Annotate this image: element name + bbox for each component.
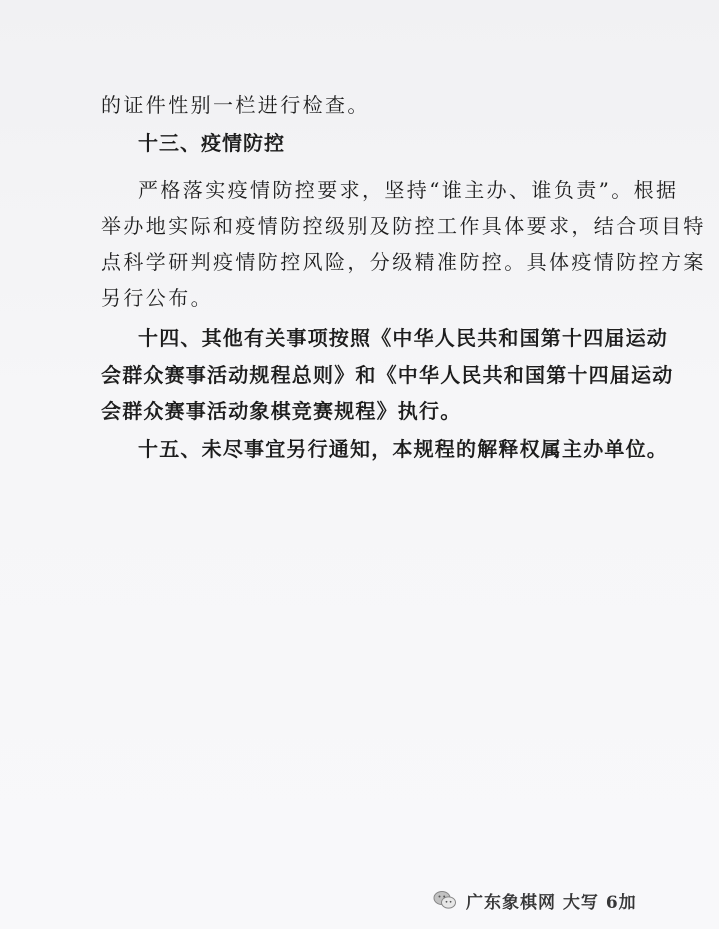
section-15-line: 十五、未尽事宜另行通知，本规程的解释权属主办单位。 [138,437,668,461]
paragraph-line: 严格落实疫情防控要求，坚持“谁主办、谁负责”。根据 [138,178,679,202]
paragraph-line: 另行公布。 [101,286,213,310]
paragraph-line: 举办地实际和疫情防控级别及防控工作具体要求，结合项目特 [101,214,706,238]
section-heading-13: 十三、疫情防控 [138,131,285,155]
watermark-text: 广东象棋网 大写 6加 [466,892,637,913]
wechat-icon [432,887,458,913]
paragraph-line: 点科学研判疫情防控风险，分级精准防控。具体疫情防控方案 [101,250,706,274]
paragraph-line: 的证件性别一栏进行检查。 [101,93,370,117]
watermark [432,887,637,913]
section-14-line: 会群众赛事活动象棋竞赛规程》执行。 [101,399,462,423]
section-14-line: 十四、其他有关事项按照《中华人民共和国第十四届运动 [138,326,668,350]
section-14-line: 会群众赛事活动规程总则》和《中华人民共和国第十四届运动 [101,363,674,387]
